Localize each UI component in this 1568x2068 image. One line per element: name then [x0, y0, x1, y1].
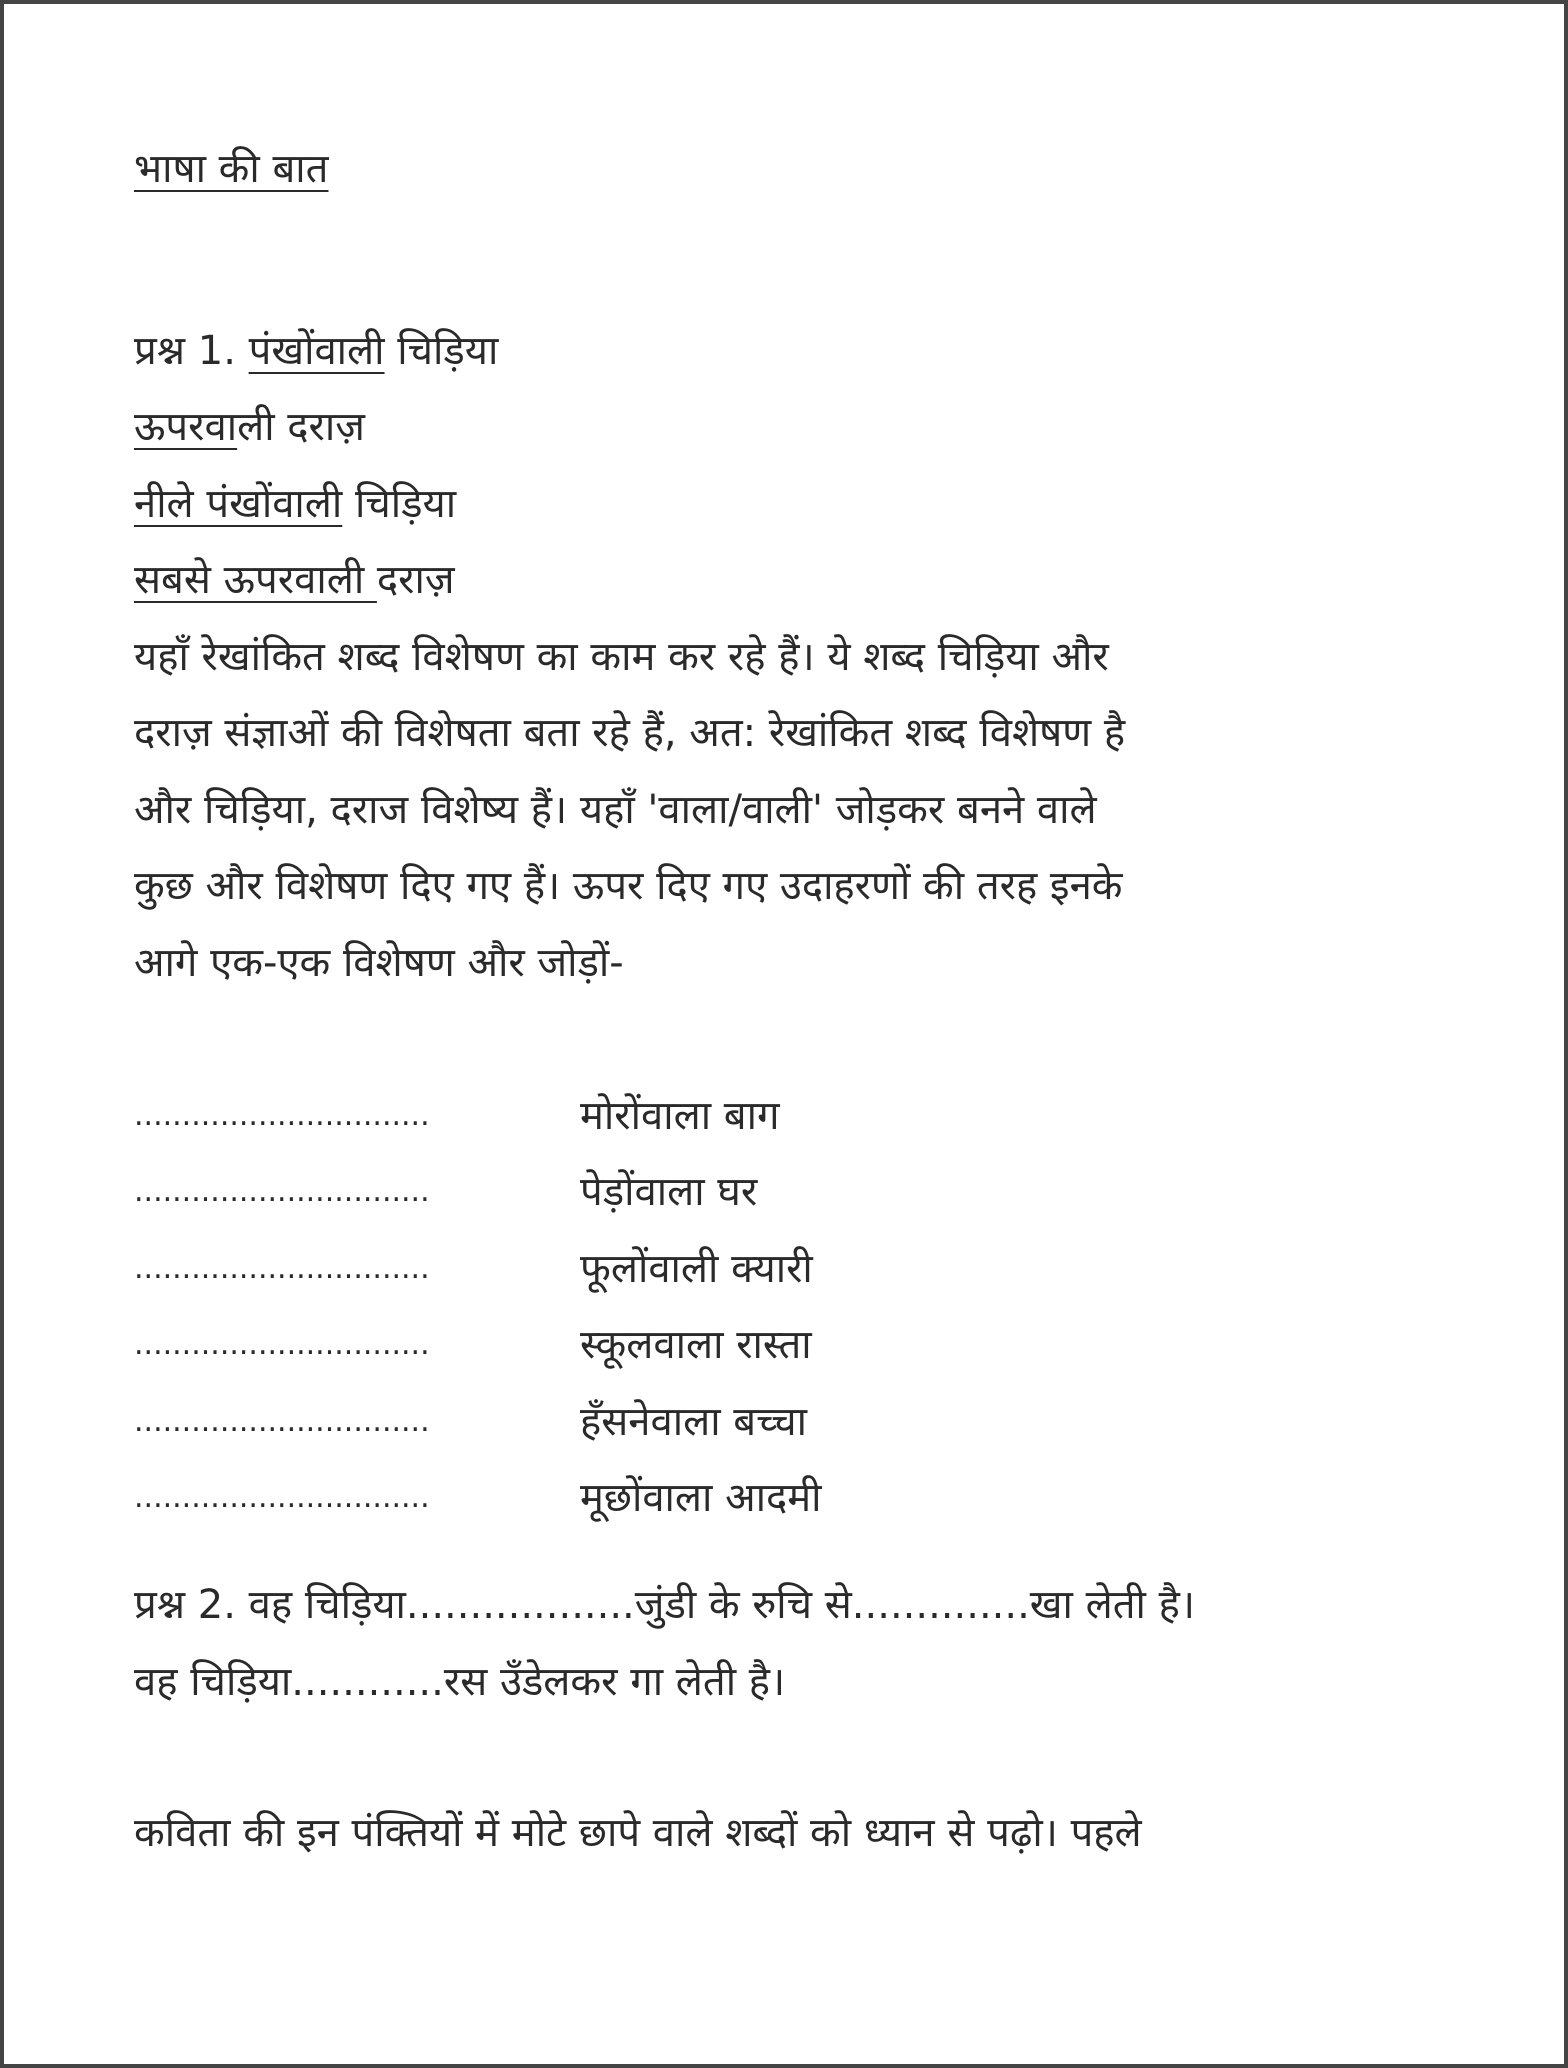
noun: चिड़िया	[384, 328, 499, 374]
noun: दराज़	[376, 557, 455, 603]
underlined-adjective: ऊपरवा	[134, 404, 238, 450]
q2-line-1: प्रश्न 2. वह चिड़िया..................जुंडी के रुचि से..............खा लेती है।	[134, 1582, 1195, 1628]
noun: ली दराज़	[237, 404, 365, 450]
answer-blank: ...............................	[134, 1251, 430, 1286]
q1-example-2	[134, 389, 365, 465]
answer-blank: ...............................	[134, 1174, 430, 1209]
answer-blank: ...............................	[134, 1480, 430, 1515]
underlined-adjective: सबसे ऊपरवाली	[134, 557, 377, 603]
exercise-item: हँसनेवाला बच्चा	[580, 1399, 807, 1445]
paragraph-line: आगे एक-एक विशेषण और जोड़ों-	[134, 940, 624, 986]
exercise-item: पेड़ोंवाला घर	[580, 1169, 758, 1215]
q1-example-1	[134, 313, 498, 389]
q1-example-4	[134, 542, 455, 618]
noun: चिड़िया	[342, 481, 457, 527]
answer-blank: ...............................	[134, 1098, 430, 1133]
answer-blank: ...............................	[134, 1327, 430, 1362]
underlined-adjective: नीले पंखोंवाली	[134, 481, 343, 527]
q1-example-3	[134, 466, 456, 542]
paragraph-line: दराज़ संज्ञाओं की विशेषता बता रहे हैं, अत: रेखांकित शब्द विशेषण है	[134, 710, 1126, 756]
paragraph-line: और चिड़िया, दराज विशेष्य हैं। यहाँ 'वाला/वाली' जोड़कर बनने वाले	[134, 787, 1097, 833]
paragraph-line: कुछ और विशेषण दिए गए हैं। ऊपर दिए गए उदाहरणों की तरह इनके	[134, 863, 1123, 909]
exercise-item: मोरोंवाला बाग	[580, 1093, 780, 1139]
exercise-item: मूछोंवाला आदमी	[580, 1475, 822, 1521]
section-heading: भाषा की बात	[134, 146, 329, 192]
exercise-item: फूलोंवाली क्यारी	[580, 1246, 813, 1292]
closing-line: कविता की इन पंक्तियों में मोटे छापे वाले शब्दों को ध्यान से पढ़ो। पहले	[134, 1810, 1142, 1856]
exercise-item: स्कूलवाला रास्ता	[580, 1322, 812, 1368]
answer-blank: ...............................	[134, 1404, 430, 1439]
q2-line-2: वह चिड़िया............रस उँडेलकर गा लेती है।	[134, 1659, 786, 1705]
q1-label: प्रश्न 1.	[134, 328, 236, 374]
paragraph-line: यहाँ रेखांकित शब्द विशेषण का काम कर रहे हैं। ये शब्द चिड़िया और	[134, 634, 1109, 680]
underlined-adjective: पंखोंवाली	[248, 328, 385, 374]
